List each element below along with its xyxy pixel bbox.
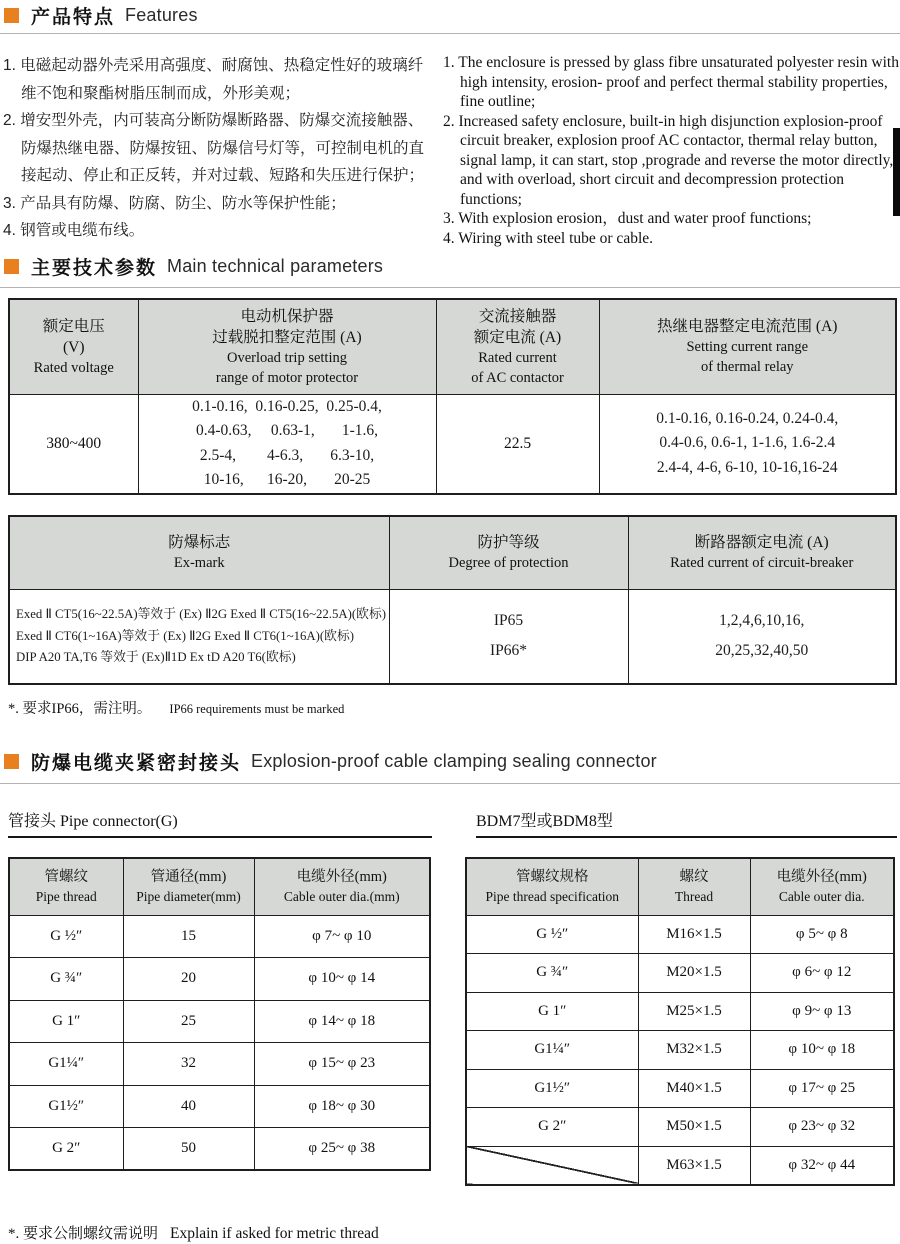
section-title-en: Explosion-proof cable clamping sealing connector [251, 751, 657, 771]
metric-thread-note [8, 1222, 379, 1243]
cell-cable-dia: φ 25~ φ 38 [254, 1128, 430, 1171]
cell-rated-voltage: 380~400 [9, 394, 138, 494]
cell-cable-dia: φ 18~ φ 30 [254, 1085, 430, 1128]
orange-square-bullet-icon [4, 8, 19, 23]
header-line: of thermal relay [700, 359, 794, 376]
cell-metric-thread: M63×1.5 [638, 1146, 750, 1185]
header-cell-pipe-diameter [123, 858, 254, 915]
header-cell-cable-outer-dia [750, 858, 894, 915]
feature-item-zh: 1. 电磁起动器外壳采用高强度、耐腐蚀、热稳定性好的玻璃纤维不饱和聚酯树脂压制而成，外形美观； [3, 57, 424, 102]
section-title-zh: 产品特点 [31, 7, 116, 28]
cell-thermal-range [599, 394, 896, 494]
section-title-en: Main technical parameters [167, 256, 384, 276]
value-line: 0.1-0.16, 0.16-0.25, 0.25-0.4, [192, 397, 382, 415]
cell-cable-dia: φ 9~ φ 13 [750, 992, 894, 1031]
cell-metric-thread: M50×1.5 [638, 1108, 750, 1147]
cell-cable-dia: φ 5~ φ 8 [750, 915, 894, 954]
table-header-row [9, 858, 430, 915]
header-line: range of motor protector [215, 369, 359, 386]
cell-cable-dia: φ 7~ φ 10 [254, 915, 430, 958]
header-line: Rated voltage [33, 359, 114, 376]
table-row [9, 1043, 430, 1086]
table-row [466, 954, 894, 993]
cell-diameter: 32 [123, 1043, 254, 1086]
table-row [466, 1108, 894, 1147]
header-line: (V) [62, 338, 85, 356]
cell-metric-thread: M32×1.5 [638, 1031, 750, 1070]
value-line: Exed Ⅱ CT5(16~22.5A)等效于 (Ex) Ⅱ2G Exed Ⅱ CT5(16~22.5A)(欧标) [16, 607, 387, 621]
ex-mark-table [8, 515, 897, 685]
header-line: Rated current of circuit-breaker [670, 555, 854, 572]
cell-thread: G ½″ [9, 915, 123, 958]
section-title-en: Features [125, 5, 198, 25]
cell-thread-spec: G1¼″ [466, 1031, 638, 1070]
note-zh: *. 要求IP66，需注明。 [8, 701, 152, 717]
header-line: 交流接触器 [478, 307, 557, 325]
table-header-row [466, 858, 894, 915]
header-line: Setting current range [686, 339, 809, 356]
cell-diameter: 15 [123, 915, 254, 958]
table-row [466, 992, 894, 1031]
orange-square-bullet-icon [4, 259, 19, 274]
header-cell-thread [638, 858, 750, 915]
feature-item-zh: 2. 增安型外壳，内可装高分断防爆断路器、防爆交流接触器、防爆热继电器、防爆按钮、防爆信号灯等，可控制电机的直接起动、停止和正反转，并对过载、短路和失压进行保护； [3, 112, 425, 184]
ip66-note [8, 697, 344, 718]
cell-metric-thread: M20×1.5 [638, 954, 750, 993]
features-section-header [4, 2, 198, 29]
cell-thread: G1¼″ [9, 1043, 123, 1086]
cell-cable-dia: φ 23~ φ 32 [750, 1108, 894, 1147]
cell-thread-spec: G ½″ [466, 915, 638, 954]
cell-cable-dia: φ 14~ φ 18 [254, 1000, 430, 1043]
header-line: 管螺纹规格 [516, 869, 589, 886]
header-cell-cable-outer-dia [254, 858, 430, 915]
header-line: 额定电压 [42, 317, 105, 335]
header-line: 管通径(mm) [150, 869, 227, 886]
cell-protection-degree [389, 589, 628, 684]
table-header-row [9, 299, 896, 394]
value-line: 0.4-0.6, 0.6-1, 1-1.6, 1.6-2.4 [659, 434, 836, 452]
cell-cable-dia: φ 15~ φ 23 [254, 1043, 430, 1086]
page-edge-tab [893, 128, 900, 216]
header-line: 电动机保护器 [240, 307, 334, 325]
main-parameters-table [8, 298, 897, 495]
table-row [9, 1128, 430, 1171]
note-en: IP66 requirements must be marked [169, 702, 345, 716]
table-row [9, 915, 430, 958]
section-divider [0, 783, 900, 784]
note-zh: *. 要求公制螺纹需说明 [8, 1226, 159, 1242]
features-list-zh [3, 52, 438, 245]
header-line: Rated current [478, 349, 557, 366]
header-line: 螺纹 [679, 869, 709, 886]
table-row [466, 1069, 894, 1108]
parameters-section-header [4, 253, 383, 280]
header-line: Thread [674, 889, 714, 905]
header-line: Ex-mark [173, 555, 225, 572]
table-row [9, 958, 430, 1001]
header-cell-ac-contactor [436, 299, 599, 394]
cell-cable-dia: φ 6~ φ 12 [750, 954, 894, 993]
note-en: Explain if asked for metric thread [170, 1225, 379, 1242]
table-row [9, 1085, 430, 1128]
header-line: 热继电器整定电流范围 (A) [657, 318, 838, 336]
pipe-connector-caption: 管接头 Pipe connector(G) [8, 808, 432, 838]
header-line: 过载脱扣整定范围 (A) [212, 328, 362, 346]
cell-not-applicable [466, 1146, 638, 1185]
cell-thread-spec: G 2″ [466, 1108, 638, 1147]
cell-diameter: 20 [123, 958, 254, 1001]
cell-breaker-current [628, 589, 896, 684]
header-cell-overload-range [138, 299, 436, 394]
cell-thread: G1½″ [9, 1085, 123, 1128]
value-line: 2.4-4, 4-6, 6-10, 10-16,16-24 [656, 458, 838, 476]
header-line: 电缆外径(mm) [776, 869, 867, 886]
table-row [466, 1146, 894, 1185]
header-line: Overload trip setting [226, 349, 347, 366]
cell-thread: G 1″ [9, 1000, 123, 1043]
cell-overload-range [138, 394, 436, 494]
header-line: Cable outer dia. [778, 889, 865, 905]
header-cell-pipe-thread [9, 858, 123, 915]
value-line: 20,25,32,40,50 [715, 642, 809, 660]
section-title-zh: 主要技术参数 [31, 258, 158, 279]
section-title-zh: 防爆电缆夹紧密封接头 [31, 753, 242, 774]
value-line: Exed Ⅱ CT6(1~16A)等效于 (Ex) Ⅱ2G Exed Ⅱ CT6(1~16A)(欧标) [16, 628, 355, 643]
header-line: of AC contactor [471, 369, 564, 386]
header-cell-thermal-relay [599, 299, 896, 394]
value-line: 1,2,4,6,10,16, [719, 612, 805, 630]
feature-item-zh: 4. 钢管或电缆布线。 [3, 222, 145, 239]
cell-ac-contactor-current: 22.5 [436, 394, 599, 494]
value-line: 0.1-0.16, 0.16-0.24, 0.24-0.4, [656, 409, 839, 427]
feature-item-zh: 3. 产品具有防爆、防腐、防尘、防水等保护性能； [3, 194, 346, 212]
value-line: IP65 [493, 612, 524, 630]
feature-item-en: 2. Increased safety enclosure, built-in high disjunction explosion-proof circuit breaker, explosion proof AC contactor, thermal relay button, signal lamp, it can start, stop ,prograde and reverse the motor directly, and with overload, short circuit and decompression protection functions; [443, 112, 894, 208]
table-row [466, 1031, 894, 1070]
cell-cable-dia: φ 17~ φ 25 [750, 1069, 894, 1108]
header-cell-ex-mark [9, 516, 389, 589]
features-list-en [443, 53, 899, 248]
pipe-connector-table [8, 857, 431, 1171]
feature-item-en: 1. The enclosure is pressed by glass fibre unsaturated polyester resin with high intensity, erosion- proof and perfect thermal stability properties, fine outline; [443, 54, 899, 110]
header-line: Cable outer dia.(mm) [283, 889, 400, 905]
cell-diameter: 50 [123, 1128, 254, 1171]
header-line: 防爆标志 [168, 534, 231, 552]
bdm-type-caption: BDM7型或BDM8型 [476, 808, 897, 838]
cell-ex-mark [9, 589, 389, 684]
connector-section-header [4, 748, 657, 775]
header-line: 断路器额定电流 (A) [694, 534, 829, 552]
cell-diameter: 40 [123, 1085, 254, 1128]
value-line: IP66* [489, 642, 528, 660]
feature-item-en: 4. Wiring with steel tube or cable. [443, 229, 654, 247]
table-data-row [9, 589, 896, 684]
bdm-connector-table [465, 857, 895, 1186]
section-divider [0, 33, 900, 34]
feature-item-en: 3. With explosion erosion，dust and water proof functions; [443, 210, 812, 227]
orange-square-bullet-icon [4, 754, 19, 769]
header-line: Pipe diameter(mm) [136, 889, 241, 905]
value-line: 0.4-0.63, 0.63-1, 1-1.6, [195, 422, 379, 439]
table-header-row [9, 516, 896, 589]
header-cell-pipe-thread-spec [466, 858, 638, 915]
header-line: 电缆外径(mm) [296, 869, 387, 886]
header-line: Pipe thread [35, 889, 97, 905]
header-cell-degree-of-protection [389, 516, 628, 589]
table-data-row [9, 394, 896, 494]
cell-cable-dia: φ 10~ φ 18 [750, 1031, 894, 1070]
value-line: 10-16, 16-20, 20-25 [203, 471, 371, 488]
header-line: Degree of protection [448, 555, 569, 572]
cell-metric-thread: M40×1.5 [638, 1069, 750, 1108]
cell-thread-spec: G ¾″ [466, 954, 638, 993]
cell-metric-thread: M25×1.5 [638, 992, 750, 1031]
value-line: DIP A20 TA,T6 等效于 (Ex)Ⅱ1D Ex tD A20 T6(欧标) [16, 650, 296, 664]
cell-thread: G ¾″ [9, 958, 123, 1001]
header-cell-breaker-current [628, 516, 896, 589]
header-line: 管螺纹 [44, 869, 88, 886]
cell-cable-dia: φ 32~ φ 44 [750, 1146, 894, 1185]
value-line: 2.5-4, 4-6.3, 6.3-10, [199, 446, 375, 464]
cell-metric-thread: M16×1.5 [638, 915, 750, 954]
table-row [466, 915, 894, 954]
header-line: 防护等级 [477, 534, 540, 552]
header-line: Pipe thread specification [485, 889, 619, 905]
header-cell-rated-voltage [9, 299, 138, 394]
table-row [9, 1000, 430, 1043]
section-divider [0, 287, 900, 288]
cell-thread-spec: G 1″ [466, 992, 638, 1031]
cell-thread-spec: G1½″ [466, 1069, 638, 1108]
cell-thread: G 2″ [9, 1128, 123, 1171]
cell-diameter: 25 [123, 1000, 254, 1043]
cell-cable-dia: φ 10~ φ 14 [254, 958, 430, 1001]
header-line: 额定电流 (A) [473, 328, 562, 346]
